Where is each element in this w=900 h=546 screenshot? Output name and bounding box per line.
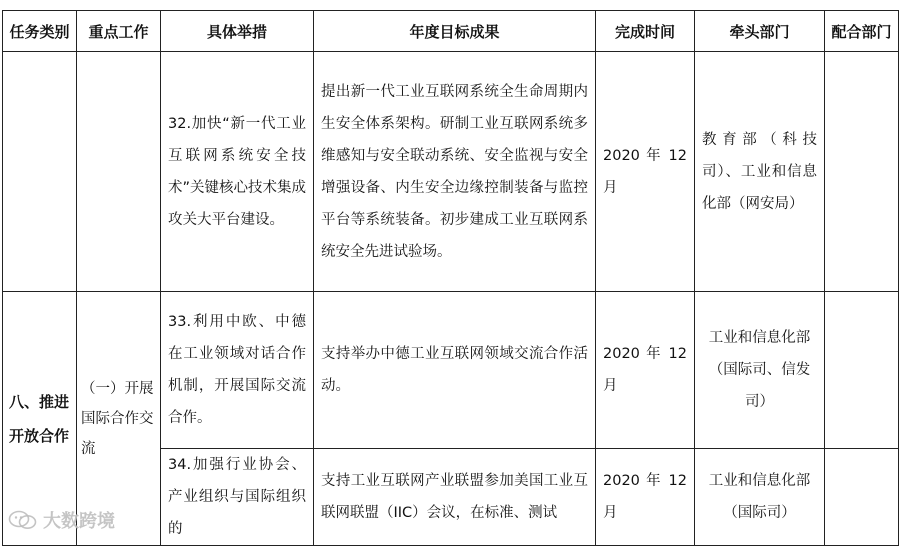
goal-cell: [314, 52, 596, 292]
measure-text: 34.加强行业协会、产业组织与国际组织的: [168, 457, 306, 537]
focus-cell-empty: [77, 52, 161, 292]
header-time: 完成时间: [596, 11, 695, 52]
table-header-row: [3, 11, 899, 52]
lead-cell: [695, 52, 825, 292]
work-plan-table: [2, 10, 899, 546]
time-text: 2020 年 12 月: [603, 346, 687, 394]
goal-text: 支持工业互联网产业联盟参加美国工业互联网联盟（IIC）会议，在标准、测试: [321, 473, 588, 521]
header-lead: 牵头部门: [695, 11, 825, 52]
lead-text: 教育部（科技司）、工业和信息化部（网安局）: [702, 131, 817, 212]
time-text: 2020 年 12 月: [603, 147, 687, 196]
measure-cell: [161, 292, 314, 449]
measure-cell: [161, 449, 314, 546]
time-cell: [596, 449, 695, 546]
category-text: 八、推进开放合作: [9, 392, 70, 445]
coop-cell: [825, 449, 899, 546]
goal-cell: [314, 449, 596, 546]
goal-text: 支持举办中德工业互联网领域交流合作活动。: [321, 346, 588, 394]
lead-text: 工业和信息化部（国际司、信发司）: [708, 330, 811, 410]
watermark-text: 大数跨境: [43, 511, 115, 532]
coop-cell: [825, 52, 899, 292]
header-goal: 年度目标成果: [314, 11, 596, 52]
measure-cell: [161, 52, 314, 292]
lead-text: 工业和信息化部（国际司）: [708, 473, 811, 521]
coop-cell: [825, 292, 899, 449]
time-cell: [596, 292, 695, 449]
measure-text: 32.加快“新一代工业互联网系统安全技术”关键核心技术集成攻关大平台建设。: [168, 115, 307, 228]
lead-cell: [695, 449, 825, 546]
table-row: [3, 52, 899, 292]
header-measure: 具体举措: [161, 11, 314, 52]
lead-cell: [695, 292, 825, 449]
measure-text: 33.利用中欧、中德在工业领域对话合作机制，开展国际交流合作。: [168, 314, 306, 426]
header-coop: 配合部门: [825, 11, 899, 52]
time-text: 2020 年 12 月: [603, 473, 687, 521]
table-row: [3, 292, 899, 449]
header-focus: 重点工作: [77, 11, 161, 52]
focus-text: （一）开展国际合作交流: [81, 380, 154, 457]
goal-cell: [314, 292, 596, 449]
time-cell: [596, 52, 695, 292]
header-category: 任务类别: [3, 11, 77, 52]
watermark: [8, 507, 115, 533]
category-cell-empty: [3, 52, 77, 292]
goal-text: 提出新一代工业互联网系统全生命周期内生安全体系架构。研制工业互联网系统多维感知与安全联动系统、安全监视与安全增强设备、内生安全边缘控制装备与监控平台等系统装备。初步建成工业互联网系统安全先进试验场。: [321, 83, 588, 260]
wechat-bubble-icon: [8, 509, 38, 531]
